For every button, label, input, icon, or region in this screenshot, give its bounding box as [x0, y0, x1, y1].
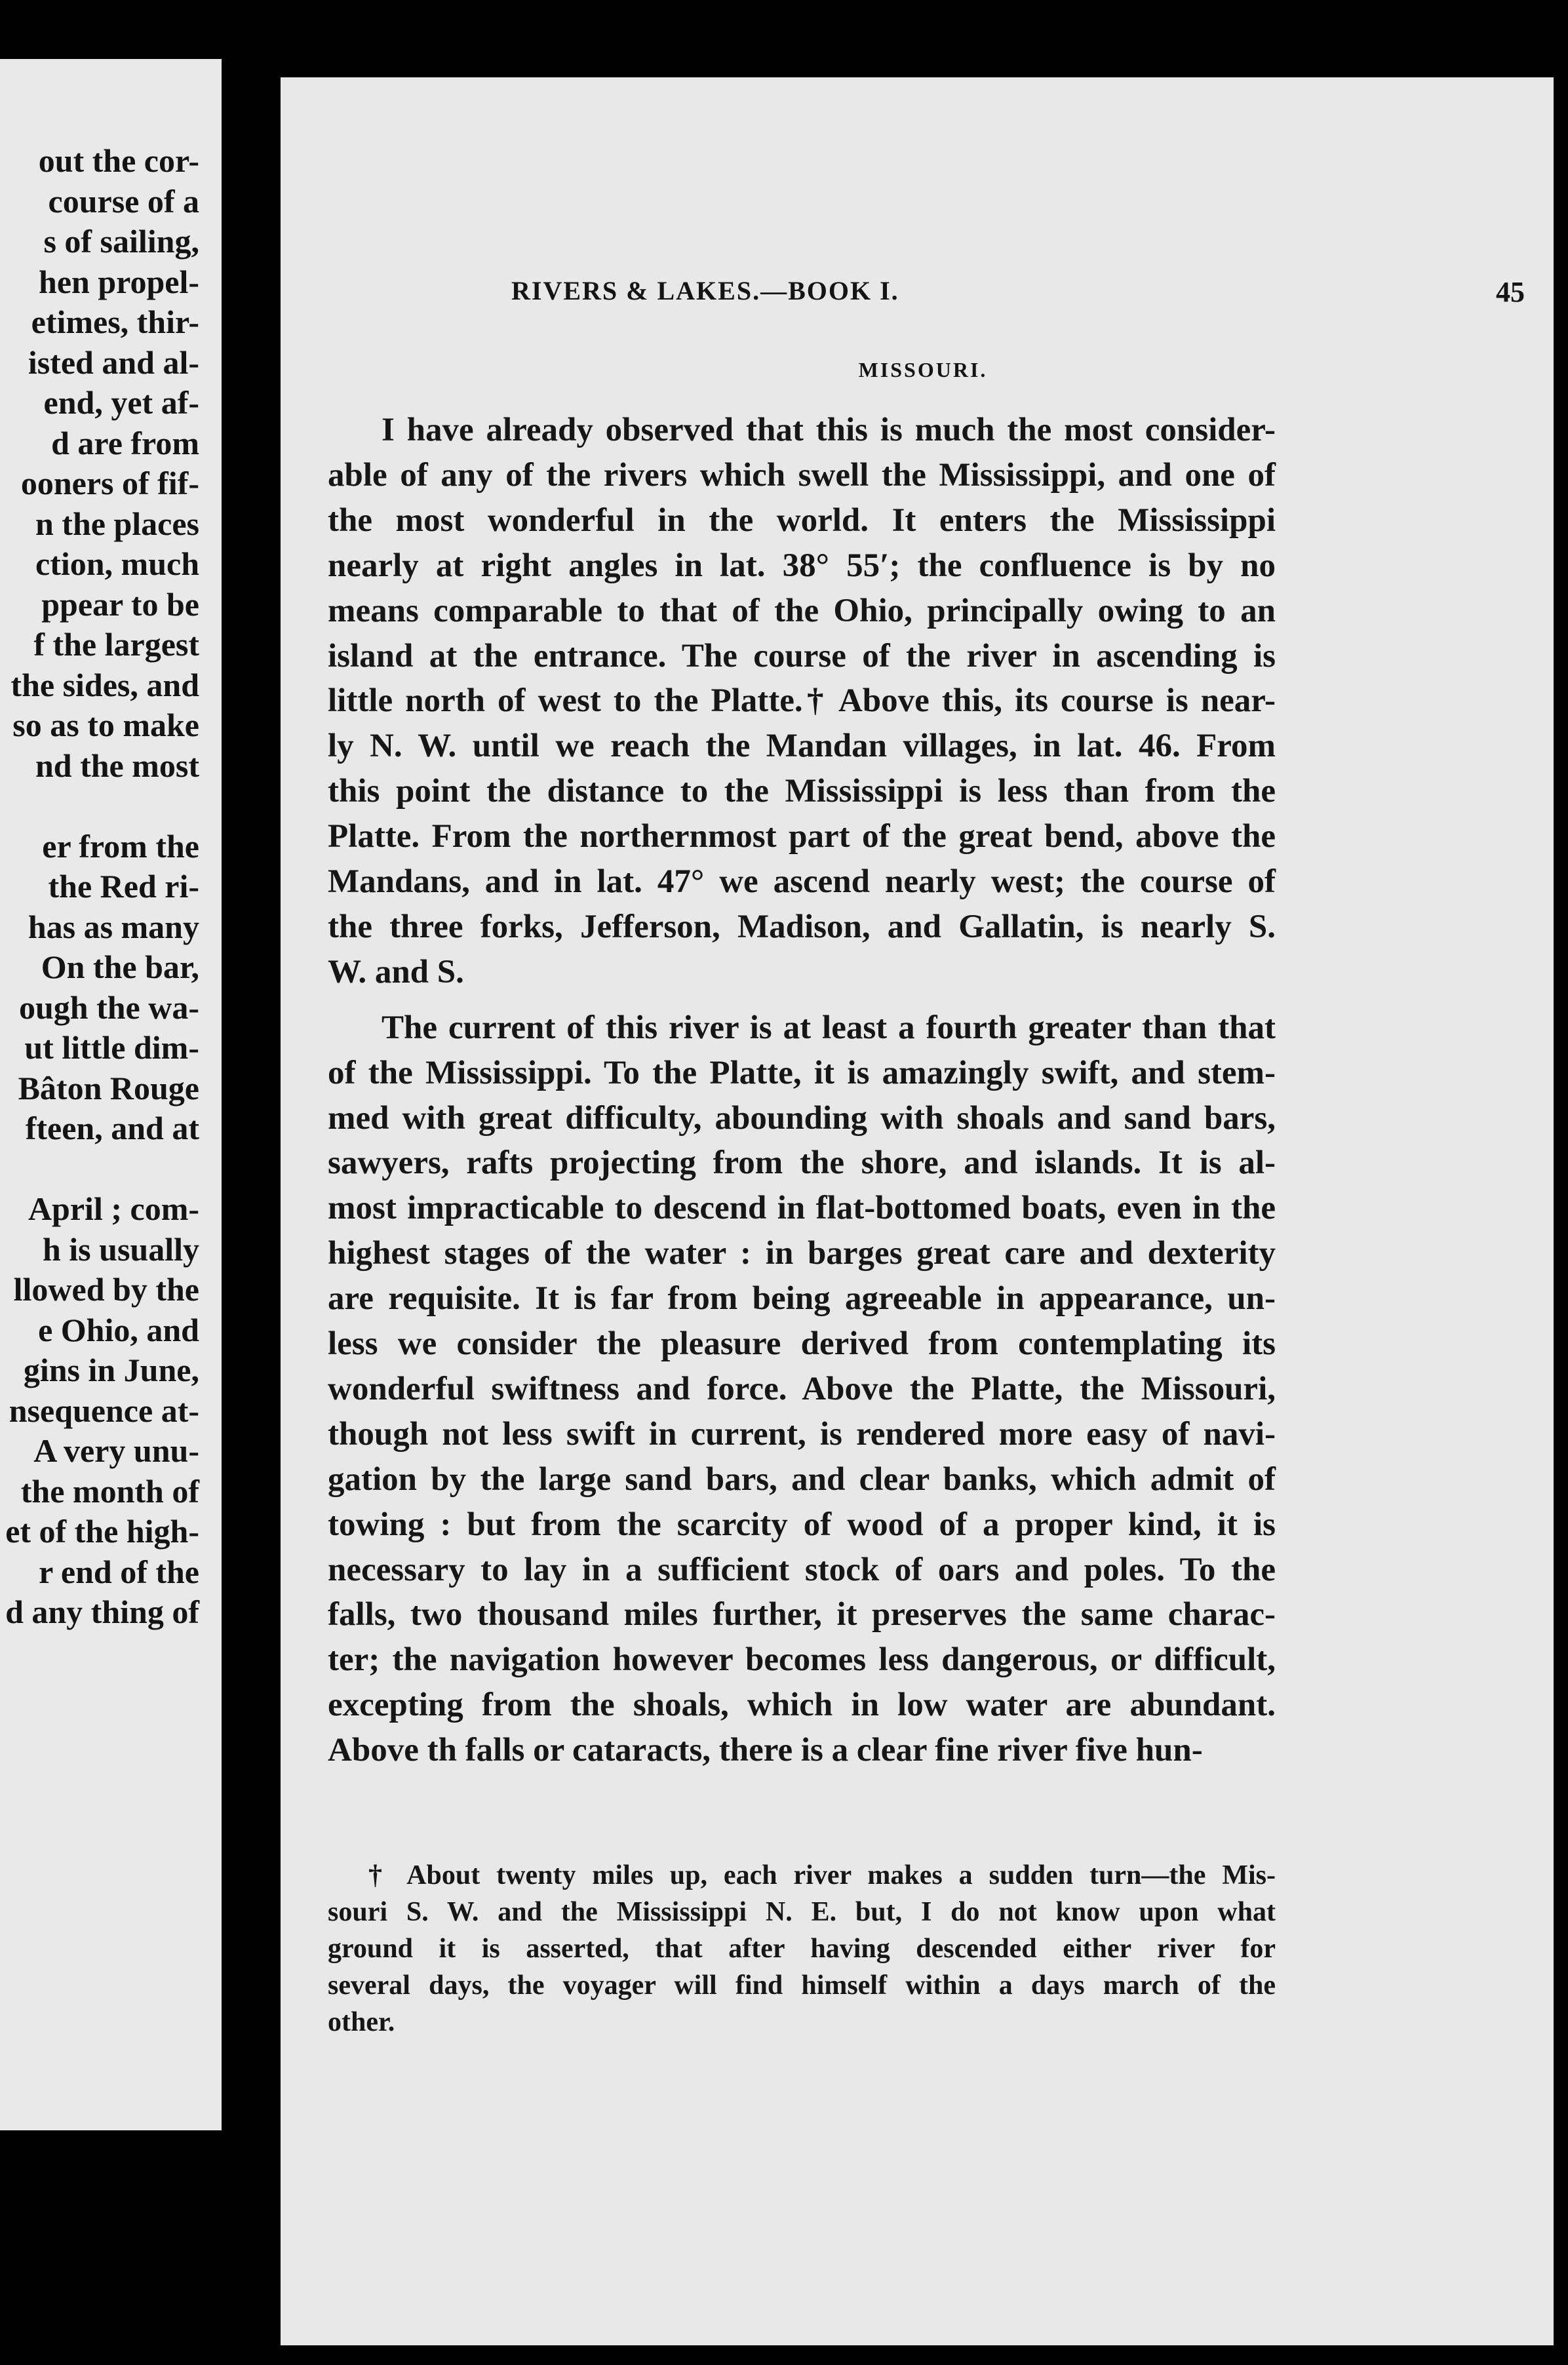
left-page-line: nd the most [35, 747, 199, 784]
body-line: the three forks, Jefferson, Madison, and Gallatin, is nearly S. [328, 908, 1276, 945]
body-line: W. and S. [328, 953, 464, 990]
body-line: sawyers, rafts projecting from the shore, and islands. It is al- [328, 1144, 1276, 1182]
body-line: wonderful swiftness and force. Above the Platte, the Missouri, [328, 1370, 1276, 1407]
left-page-line: Bâton Rouge [18, 1069, 199, 1106]
body-line: Above th falls or cataracts, there is a clear fine river five hun- [328, 1732, 1203, 1769]
body-line: island at the entrance. The course of the river in ascending is [328, 637, 1276, 674]
body-line: of the Mississippi. To the Platte, it is amazingly swift, and stem- [328, 1054, 1276, 1091]
left-page-line: nsequence at- [9, 1392, 199, 1429]
left-page-line: f the largest [33, 626, 199, 663]
left-page-line: e Ohio, and [38, 1311, 199, 1348]
body-line: necessary to lay in a sufficient stock of oars and poles. To the [328, 1551, 1276, 1588]
left-page-line: etimes, thir- [31, 303, 199, 340]
body-line: nearly at right angles in lat. 38° 55′; the confluence is by no [328, 547, 1276, 584]
footnote-line: other. [328, 2007, 395, 2037]
left-page-line: n the places [35, 505, 199, 542]
body-line: med with great difficulty, abounding with shoals and sand bars, [328, 1099, 1276, 1137]
left-page-line: gins in June, [23, 1352, 199, 1388]
left-page-line: the month of [20, 1472, 199, 1510]
footnote-line: ground it is asserted, that after having descended either river for [328, 1934, 1276, 1964]
left-page-line: ut little dim- [24, 1029, 199, 1066]
left-page-line: so as to make [12, 707, 199, 743]
body-line: Platte. From the northernmost part of the great bend, above the [328, 818, 1276, 855]
left-page-line: On the bar, [41, 948, 199, 985]
left-page-line: s of sailing, [43, 223, 199, 260]
footnote-line: souri S. W. and the Mississippi N. E. but, I do not know upon what [328, 1897, 1276, 1927]
left-page-line: course of a [48, 182, 199, 220]
left-page-line: A very unu- [33, 1432, 199, 1469]
left-page-line: et of the high- [5, 1513, 199, 1550]
body-line: ly N. W. until we reach the Mandan villages, in lat. 46. From [328, 728, 1276, 765]
left-page-line: isted and al- [28, 343, 199, 381]
left-page-line: end, yet af- [43, 384, 199, 421]
body-line: excepting from the shoals, which in low water are abundant. [328, 1687, 1276, 1724]
left-page-line: fteen, and at [25, 1110, 199, 1146]
body-line: The current of this river is at least a fourth greater than that [382, 1009, 1276, 1046]
body-line: highest stages of the water : in barges great care and dexterity [328, 1235, 1276, 1272]
running-head-title: RIVERS & LAKES.—BOOK I. [511, 276, 899, 305]
body-line: this point the distance to the Mississippi is less than from the [328, 773, 1276, 810]
section-title: MISSOURI. [858, 358, 988, 381]
body-line: means comparable to that of the Ohio, principally owing to an [328, 592, 1276, 629]
footnote-line: † About twenty miles up, each river makes a sudden turn—the Mis- [368, 1860, 1276, 1890]
left-page-line: has as many [28, 908, 199, 945]
body-line: most impracticable to descend in flat-bottomed boats, even in the [328, 1190, 1276, 1227]
left-page-line: ough the wa- [18, 988, 199, 1026]
left-page-line: d any thing of [5, 1593, 199, 1630]
body-line: are requisite. It is far from being agreeable in appearance, un- [328, 1280, 1276, 1318]
left-page-line: h is usually [42, 1230, 199, 1268]
page-number: 45 [1496, 276, 1525, 308]
body-line: falls, two thousand miles further, it preserves the same charac- [328, 1596, 1276, 1633]
body-line: the most wonderful in the world. It enters the Mississippi [328, 501, 1276, 539]
body-line: Mandans, and in lat. 47° we ascend nearly west; the course of [328, 863, 1276, 900]
body-line: able of any of the rivers which swell the Mississippi, and one of [328, 456, 1276, 494]
left-page-line: ooners of fif- [20, 465, 199, 501]
body-line: less we consider the pleasure derived from contemplating its [328, 1325, 1276, 1362]
body-line: ter; the navigation however becomes less dangerous, or difficult, [328, 1641, 1276, 1679]
left-page-line: d are from [51, 424, 199, 461]
left-facing-page [0, 59, 222, 2130]
left-page-line: out the cor- [38, 142, 199, 179]
left-page-line: r end of the [39, 1553, 199, 1590]
left-page-line: llowed by the [13, 1271, 199, 1308]
body-line: gation by the large sand bars, and clear banks, which admit of [328, 1460, 1276, 1498]
main-page [281, 77, 1554, 2345]
left-page-line: hen propel- [39, 263, 199, 300]
left-page-line: the Red ri- [48, 868, 199, 905]
left-page-line: April ; com- [28, 1190, 199, 1227]
body-line: though not less swift in current, is rendered more easy of navi- [328, 1415, 1276, 1453]
left-page-line: the sides, and [10, 666, 199, 703]
left-page-line: er from the [42, 827, 199, 865]
body-line: towing : but from the scarcity of wood of a proper kind, it is [328, 1506, 1276, 1543]
body-line: little north of west to the Platte.† Above this, its course is near- [328, 682, 1276, 720]
footnote-line: several days, the voyager will find himself within a days march of the [328, 1970, 1276, 2001]
left-page-line: ction, much [35, 545, 199, 582]
body-line: I have already observed that this is much the most consider- [382, 412, 1276, 448]
left-page-line: ppear to be [41, 585, 199, 623]
